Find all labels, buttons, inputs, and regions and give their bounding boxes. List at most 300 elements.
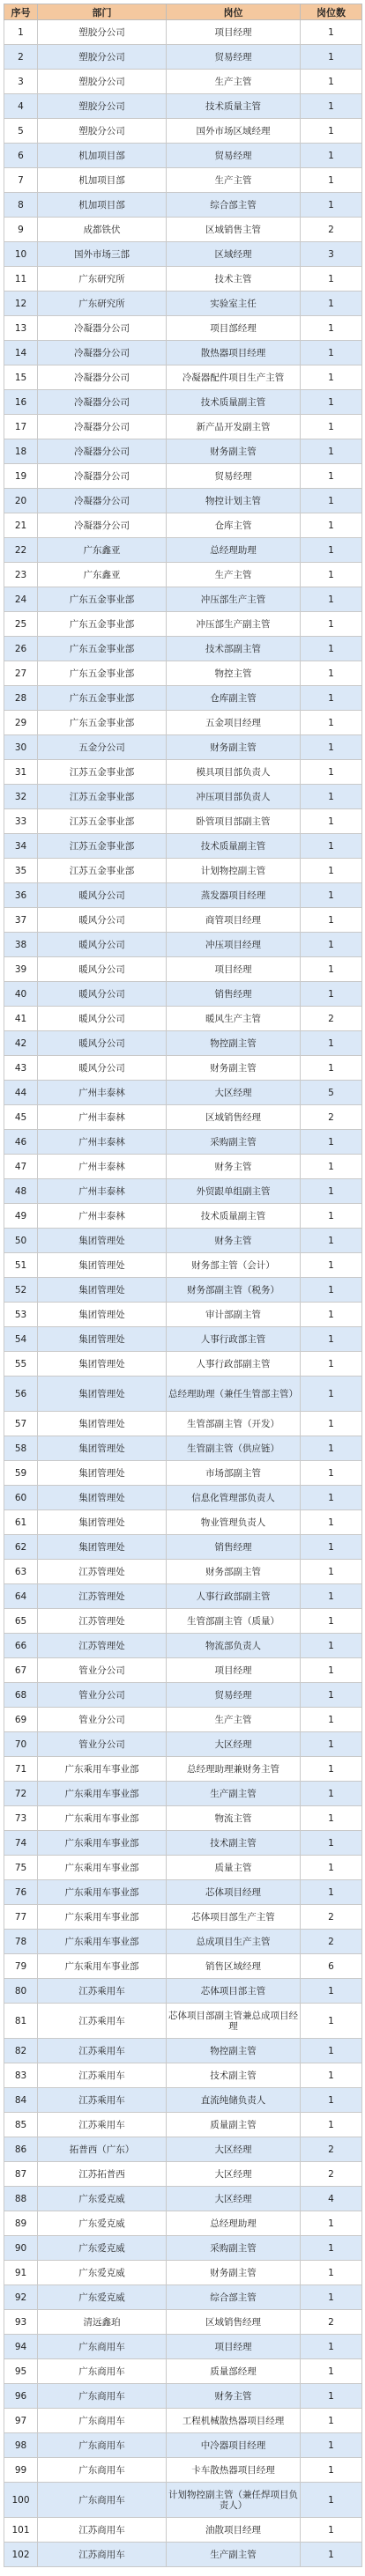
cell-count: 1 xyxy=(301,1584,362,1609)
cell-position: 财务主管 xyxy=(167,2384,301,2409)
cell-department: 集团管理处 xyxy=(38,1377,167,1412)
cell-index: 66 xyxy=(4,1634,38,1658)
cell-position: 生产副主管 xyxy=(167,1782,301,1806)
cell-count: 1 xyxy=(301,1436,362,1461)
cell-position: 五金项目经理 xyxy=(167,711,301,735)
cell-index: 52 xyxy=(4,1278,38,1303)
cell-position: 贸易经理 xyxy=(167,464,301,489)
cell-index: 24 xyxy=(4,587,38,612)
cell-department: 江苏管理处 xyxy=(38,1560,167,1584)
cell-index: 79 xyxy=(4,1954,38,1979)
cell-department: 广东乘用车事业部 xyxy=(38,1905,167,1930)
cell-index: 83 xyxy=(4,2063,38,2088)
cell-department: 江苏乘用车 xyxy=(38,2113,167,2137)
cell-index: 46 xyxy=(4,1130,38,1155)
cell-count: 1 xyxy=(301,45,362,70)
cell-department: 广东研究所 xyxy=(38,267,167,292)
cell-count: 1 xyxy=(301,2113,362,2137)
cell-department: 冷凝器分公司 xyxy=(38,513,167,538)
table-row xyxy=(4,1732,362,1757)
cell-count: 2 xyxy=(301,2310,362,2335)
cell-index: 33 xyxy=(4,809,38,834)
cell-department: 暖风分公司 xyxy=(38,1007,167,1031)
cell-position: 贸易经理 xyxy=(167,45,301,70)
cell-count: 1 xyxy=(301,1461,362,1486)
cell-position: 物业管理负责人 xyxy=(167,1510,301,1535)
cell-index: 81 xyxy=(4,2004,38,2039)
cell-count: 1 xyxy=(301,2384,362,2409)
cell-count: 1 xyxy=(301,1732,362,1757)
table-row xyxy=(4,1634,362,1658)
cell-count: 1 xyxy=(301,1278,362,1303)
cell-position: 国外市场区域经理 xyxy=(167,119,301,144)
cell-index: 15 xyxy=(4,365,38,390)
cell-department: 江苏管理处 xyxy=(38,1584,167,1609)
cell-department: 广东五金事业部 xyxy=(38,637,167,661)
cell-department: 广东爱克威 xyxy=(38,2211,167,2236)
cell-position: 项目部经理 xyxy=(167,316,301,341)
table-row xyxy=(4,1979,362,2004)
cell-count: 1 xyxy=(301,365,362,390)
cell-position: 贸易经理 xyxy=(167,144,301,168)
cell-count: 1 xyxy=(301,1056,362,1081)
cell-index: 93 xyxy=(4,2310,38,2335)
cell-position: 物流部负责人 xyxy=(167,1634,301,1658)
table-row xyxy=(4,1658,362,1683)
cell-index: 80 xyxy=(4,1979,38,2004)
cell-index: 97 xyxy=(4,2409,38,2433)
cell-department: 江苏五金事业部 xyxy=(38,760,167,785)
cell-position: 生产主管 xyxy=(167,1708,301,1732)
table-row xyxy=(4,1584,362,1609)
cell-department: 管业分公司 xyxy=(38,1732,167,1757)
cell-index: 26 xyxy=(4,637,38,661)
cell-position: 财务主管 xyxy=(167,1155,301,1179)
table-row xyxy=(4,760,362,785)
cell-count: 1 xyxy=(301,933,362,957)
cell-department: 集团管理处 xyxy=(38,1412,167,1436)
table-row xyxy=(4,957,362,982)
cell-index: 14 xyxy=(4,341,38,365)
cell-index: 95 xyxy=(4,2359,38,2384)
cell-department: 冷凝器分公司 xyxy=(38,365,167,390)
cell-position: 生产主管 xyxy=(167,168,301,193)
cell-count: 1 xyxy=(301,1831,362,1856)
cell-position: 信息化管理部负责人 xyxy=(167,1486,301,1510)
table-row xyxy=(4,809,362,834)
cell-index: 51 xyxy=(4,1253,38,1278)
cell-count: 2 xyxy=(301,1007,362,1031)
cell-index: 88 xyxy=(4,2187,38,2211)
cell-index: 18 xyxy=(4,439,38,464)
table-row xyxy=(4,464,362,489)
table-row xyxy=(4,1683,362,1708)
cell-position: 生产主管 xyxy=(167,70,301,94)
cell-position: 卡车散热器项目经理 xyxy=(167,2458,301,2483)
cell-index: 34 xyxy=(4,834,38,859)
cell-index: 76 xyxy=(4,1880,38,1905)
cell-index: 98 xyxy=(4,2433,38,2458)
table-row xyxy=(4,1130,362,1155)
cell-position: 财务部副主管（税务） xyxy=(167,1278,301,1303)
cell-count: 1 xyxy=(301,883,362,908)
cell-department: 广州丰泰林 xyxy=(38,1105,167,1130)
cell-position: 审计部副主管 xyxy=(167,1303,301,1327)
cell-department: 暖风分公司 xyxy=(38,908,167,933)
cell-position: 总经理助理 xyxy=(167,2211,301,2236)
cell-department: 集团管理处 xyxy=(38,1436,167,1461)
cell-index: 68 xyxy=(4,1683,38,1708)
table-row xyxy=(4,1806,362,1831)
cell-count: 1 xyxy=(301,538,362,563)
cell-position: 贸易经理 xyxy=(167,1683,301,1708)
cell-index: 100 xyxy=(4,2483,38,2518)
cell-count: 1 xyxy=(301,390,362,415)
cell-index: 11 xyxy=(4,267,38,292)
cell-department: 江苏乘用车 xyxy=(38,2063,167,2088)
cell-count: 1 xyxy=(301,316,362,341)
cell-index: 101 xyxy=(4,2518,38,2543)
cell-position: 芯体项目经理 xyxy=(167,1880,301,1905)
cell-position: 仓库主管 xyxy=(167,513,301,538)
cell-position: 散热器项目经理 xyxy=(167,341,301,365)
cell-position: 技术主管 xyxy=(167,267,301,292)
cell-position: 综合部主管 xyxy=(167,193,301,218)
table-row xyxy=(4,292,362,316)
cell-position: 大区经理 xyxy=(167,1732,301,1757)
cell-count: 1 xyxy=(301,735,362,760)
cell-index: 53 xyxy=(4,1303,38,1327)
cell-position: 冲压项目经理 xyxy=(167,933,301,957)
cell-count: 2 xyxy=(301,2137,362,2162)
cell-index: 31 xyxy=(4,760,38,785)
table-row xyxy=(4,2518,362,2543)
cell-count: 1 xyxy=(301,1510,362,1535)
table-row xyxy=(4,2409,362,2433)
cell-count: 1 xyxy=(301,144,362,168)
cell-index: 85 xyxy=(4,2113,38,2137)
cell-count: 1 xyxy=(301,1229,362,1253)
table-row xyxy=(4,1278,362,1303)
cell-position: 销售经理 xyxy=(167,982,301,1007)
cell-index: 70 xyxy=(4,1732,38,1757)
table-row xyxy=(4,2483,362,2518)
cell-position: 物控副主管 xyxy=(167,1031,301,1056)
table-row xyxy=(4,1486,362,1510)
cell-count: 1 xyxy=(301,464,362,489)
table-body xyxy=(4,20,362,2567)
cell-department: 冷凝器分公司 xyxy=(38,439,167,464)
cell-position: 项目经理 xyxy=(167,2335,301,2359)
table-row xyxy=(4,2310,362,2335)
cell-department: 广东鑫亚 xyxy=(38,563,167,587)
cell-department: 集团管理处 xyxy=(38,1535,167,1560)
cell-index: 47 xyxy=(4,1155,38,1179)
cell-position: 中冷器项目经理 xyxy=(167,2433,301,2458)
cell-department: 集团管理处 xyxy=(38,1253,167,1278)
cell-count: 1 xyxy=(301,2483,362,2518)
cell-index: 82 xyxy=(4,2039,38,2063)
cell-position: 生管副主管（供应链） xyxy=(167,1436,301,1461)
cell-department: 广东商用车 xyxy=(38,2483,167,2518)
cell-count: 1 xyxy=(301,2359,362,2384)
table-row xyxy=(4,20,362,45)
cell-department: 江苏五金事业部 xyxy=(38,859,167,883)
cell-count: 5 xyxy=(301,1081,362,1105)
cell-department: 拓普西（广东） xyxy=(38,2137,167,2162)
header-department: 部门 xyxy=(38,4,167,20)
table-row xyxy=(4,2187,362,2211)
table-row xyxy=(4,686,362,711)
cell-count: 1 xyxy=(301,1130,362,1155)
cell-department: 机加项目部 xyxy=(38,144,167,168)
cell-index: 75 xyxy=(4,1856,38,1880)
cell-count: 6 xyxy=(301,1954,362,1979)
table-row xyxy=(4,2063,362,2088)
cell-count: 1 xyxy=(301,637,362,661)
table-row xyxy=(4,1560,362,1584)
cell-department: 广东商用车 xyxy=(38,2335,167,2359)
cell-position: 蒸发器项目经理 xyxy=(167,883,301,908)
cell-department: 暖风分公司 xyxy=(38,982,167,1007)
cell-index: 94 xyxy=(4,2335,38,2359)
cell-department: 广东五金事业部 xyxy=(38,587,167,612)
cell-count: 1 xyxy=(301,1634,362,1658)
cell-count: 1 xyxy=(301,168,362,193)
cell-index: 61 xyxy=(4,1510,38,1535)
table-row xyxy=(4,1179,362,1204)
cell-department: 冷凝器分公司 xyxy=(38,341,167,365)
cell-position: 计划物控副主管 xyxy=(167,859,301,883)
table-row xyxy=(4,1535,362,1560)
table-row xyxy=(4,908,362,933)
cell-count: 1 xyxy=(301,94,362,119)
cell-index: 89 xyxy=(4,2211,38,2236)
cell-position: 区域经理 xyxy=(167,242,301,267)
table-row xyxy=(4,2004,362,2039)
cell-department: 暖风分公司 xyxy=(38,933,167,957)
cell-index: 42 xyxy=(4,1031,38,1056)
table-row xyxy=(4,563,362,587)
table-row xyxy=(4,1007,362,1031)
table-row xyxy=(4,513,362,538)
cell-count: 1 xyxy=(301,1031,362,1056)
cell-position: 仓库副主管 xyxy=(167,686,301,711)
cell-index: 32 xyxy=(4,785,38,809)
table-row xyxy=(4,1609,362,1634)
cell-position: 技术副主管 xyxy=(167,1831,301,1856)
cell-count: 1 xyxy=(301,267,362,292)
cell-index: 74 xyxy=(4,1831,38,1856)
cell-department: 塑胶分公司 xyxy=(38,20,167,45)
cell-position: 技术部副主管 xyxy=(167,637,301,661)
cell-position: 技术质量主管 xyxy=(167,94,301,119)
cell-department: 广东研究所 xyxy=(38,292,167,316)
cell-position: 芯体项目部副主管兼总成项目经理 xyxy=(167,2004,301,2039)
cell-count: 1 xyxy=(301,1683,362,1708)
cell-position: 物流主管 xyxy=(167,1806,301,1831)
cell-position: 卧管项目部副主管 xyxy=(167,809,301,834)
table-row xyxy=(4,2261,362,2285)
cell-department: 江苏乘用车 xyxy=(38,2039,167,2063)
cell-count: 1 xyxy=(301,292,362,316)
cell-position: 直流纯储负责人 xyxy=(167,2088,301,2113)
cell-index: 2 xyxy=(4,45,38,70)
cell-index: 25 xyxy=(4,612,38,637)
table-row xyxy=(4,1708,362,1732)
table-row xyxy=(4,2236,362,2261)
cell-count: 1 xyxy=(301,2409,362,2433)
cell-department: 广东商用车 xyxy=(38,2458,167,2483)
cell-department: 广东乘用车事业部 xyxy=(38,1831,167,1856)
cell-count: 1 xyxy=(301,2458,362,2483)
cell-department: 江苏商用车 xyxy=(38,2543,167,2567)
cell-department: 国外市场三部 xyxy=(38,242,167,267)
cell-count: 1 xyxy=(301,119,362,144)
cell-index: 62 xyxy=(4,1535,38,1560)
cell-count: 1 xyxy=(301,1179,362,1204)
cell-index: 91 xyxy=(4,2261,38,2285)
cell-index: 6 xyxy=(4,144,38,168)
cell-position: 工程机械散热器项目经理 xyxy=(167,2409,301,2433)
cell-count: 4 xyxy=(301,2187,362,2211)
cell-count: 1 xyxy=(301,193,362,218)
cell-position: 采购副主管 xyxy=(167,2236,301,2261)
cell-department: 广州丰泰林 xyxy=(38,1179,167,1204)
cell-position: 项目经理 xyxy=(167,1658,301,1683)
cell-index: 20 xyxy=(4,489,38,513)
cell-department: 暖风分公司 xyxy=(38,1056,167,1081)
table-row xyxy=(4,2458,362,2483)
table-row xyxy=(4,2113,362,2137)
header-position: 岗位 xyxy=(167,4,301,20)
cell-count: 1 xyxy=(301,2063,362,2088)
cell-count: 3 xyxy=(301,242,362,267)
cell-index: 1 xyxy=(4,20,38,45)
cell-department: 冷凝器分公司 xyxy=(38,489,167,513)
cell-count: 1 xyxy=(301,1979,362,2004)
positions-table xyxy=(4,4,362,2567)
table-row xyxy=(4,316,362,341)
table-row xyxy=(4,1930,362,1954)
cell-count: 1 xyxy=(301,1560,362,1584)
cell-position: 实验室主任 xyxy=(167,292,301,316)
table-row xyxy=(4,70,362,94)
cell-department: 江苏乘用车 xyxy=(38,2088,167,2113)
cell-index: 37 xyxy=(4,908,38,933)
cell-department: 冷凝器分公司 xyxy=(38,464,167,489)
cell-count: 1 xyxy=(301,2236,362,2261)
cell-index: 44 xyxy=(4,1081,38,1105)
cell-count: 1 xyxy=(301,1782,362,1806)
table-row xyxy=(4,2137,362,2162)
cell-index: 16 xyxy=(4,390,38,415)
cell-count: 1 xyxy=(301,1535,362,1560)
cell-position: 综合部主管 xyxy=(167,2285,301,2310)
cell-position: 财务副主管 xyxy=(167,735,301,760)
table-row xyxy=(4,1031,362,1056)
cell-department: 冷凝器分公司 xyxy=(38,316,167,341)
cell-position: 物控副主管 xyxy=(167,2039,301,2063)
cell-position: 总经理助理兼财务主管 xyxy=(167,1757,301,1782)
cell-department: 机加项目部 xyxy=(38,193,167,218)
cell-count: 1 xyxy=(301,1609,362,1634)
cell-index: 78 xyxy=(4,1930,38,1954)
cell-position: 冲压部生产副主管 xyxy=(167,612,301,637)
cell-count: 1 xyxy=(301,1155,362,1179)
table-row xyxy=(4,45,362,70)
table-row xyxy=(4,2088,362,2113)
cell-index: 8 xyxy=(4,193,38,218)
cell-department: 成都铁伏 xyxy=(38,218,167,242)
cell-department: 广东商用车 xyxy=(38,2409,167,2433)
cell-department: 江苏拓普西 xyxy=(38,2162,167,2187)
cell-position: 区域销售经理 xyxy=(167,2310,301,2335)
cell-position: 区域销售经理 xyxy=(167,1105,301,1130)
cell-count: 1 xyxy=(301,1327,362,1352)
cell-department: 集团管理处 xyxy=(38,1327,167,1352)
cell-count: 1 xyxy=(301,1486,362,1510)
cell-count: 2 xyxy=(301,218,362,242)
cell-count: 1 xyxy=(301,1204,362,1229)
cell-count: 1 xyxy=(301,1757,362,1782)
cell-index: 29 xyxy=(4,711,38,735)
cell-position: 技术质量副主管 xyxy=(167,1204,301,1229)
table-row xyxy=(4,218,362,242)
cell-count: 1 xyxy=(301,661,362,686)
cell-count: 1 xyxy=(301,809,362,834)
table-row xyxy=(4,1056,362,1081)
table-row xyxy=(4,735,362,760)
cell-count: 1 xyxy=(301,834,362,859)
cell-index: 65 xyxy=(4,1609,38,1634)
cell-department: 广东爱克威 xyxy=(38,2236,167,2261)
cell-department: 清远鑫珀 xyxy=(38,2310,167,2335)
cell-department: 广东乘用车事业部 xyxy=(38,1930,167,1954)
cell-position: 冲压部生产主管 xyxy=(167,587,301,612)
header-count: 岗位数 xyxy=(301,4,362,20)
cell-department: 广州丰泰林 xyxy=(38,1155,167,1179)
table-row xyxy=(4,1155,362,1179)
cell-count: 1 xyxy=(301,1412,362,1436)
cell-department: 江苏乘用车 xyxy=(38,2004,167,2039)
cell-index: 64 xyxy=(4,1584,38,1609)
cell-department: 管业分公司 xyxy=(38,1658,167,1683)
cell-count: 1 xyxy=(301,1856,362,1880)
table-row xyxy=(4,785,362,809)
cell-position: 芯体项目部生产主管 xyxy=(167,1905,301,1930)
cell-position: 市场部副主管 xyxy=(167,1461,301,1486)
cell-position: 新产品开发副主管 xyxy=(167,415,301,439)
cell-department: 塑胶分公司 xyxy=(38,94,167,119)
cell-index: 13 xyxy=(4,316,38,341)
table-row xyxy=(4,933,362,957)
cell-index: 27 xyxy=(4,661,38,686)
table-row xyxy=(4,439,362,464)
table-row xyxy=(4,1303,362,1327)
cell-count: 1 xyxy=(301,2518,362,2543)
cell-count: 1 xyxy=(301,982,362,1007)
cell-index: 40 xyxy=(4,982,38,1007)
table-row xyxy=(4,242,362,267)
cell-count: 1 xyxy=(301,587,362,612)
table-row xyxy=(4,612,362,637)
table-row xyxy=(4,1412,362,1436)
cell-position: 油散项目经理 xyxy=(167,2518,301,2543)
cell-count: 1 xyxy=(301,1708,362,1732)
cell-department: 集团管理处 xyxy=(38,1278,167,1303)
cell-position: 财务副主管 xyxy=(167,1056,301,1081)
